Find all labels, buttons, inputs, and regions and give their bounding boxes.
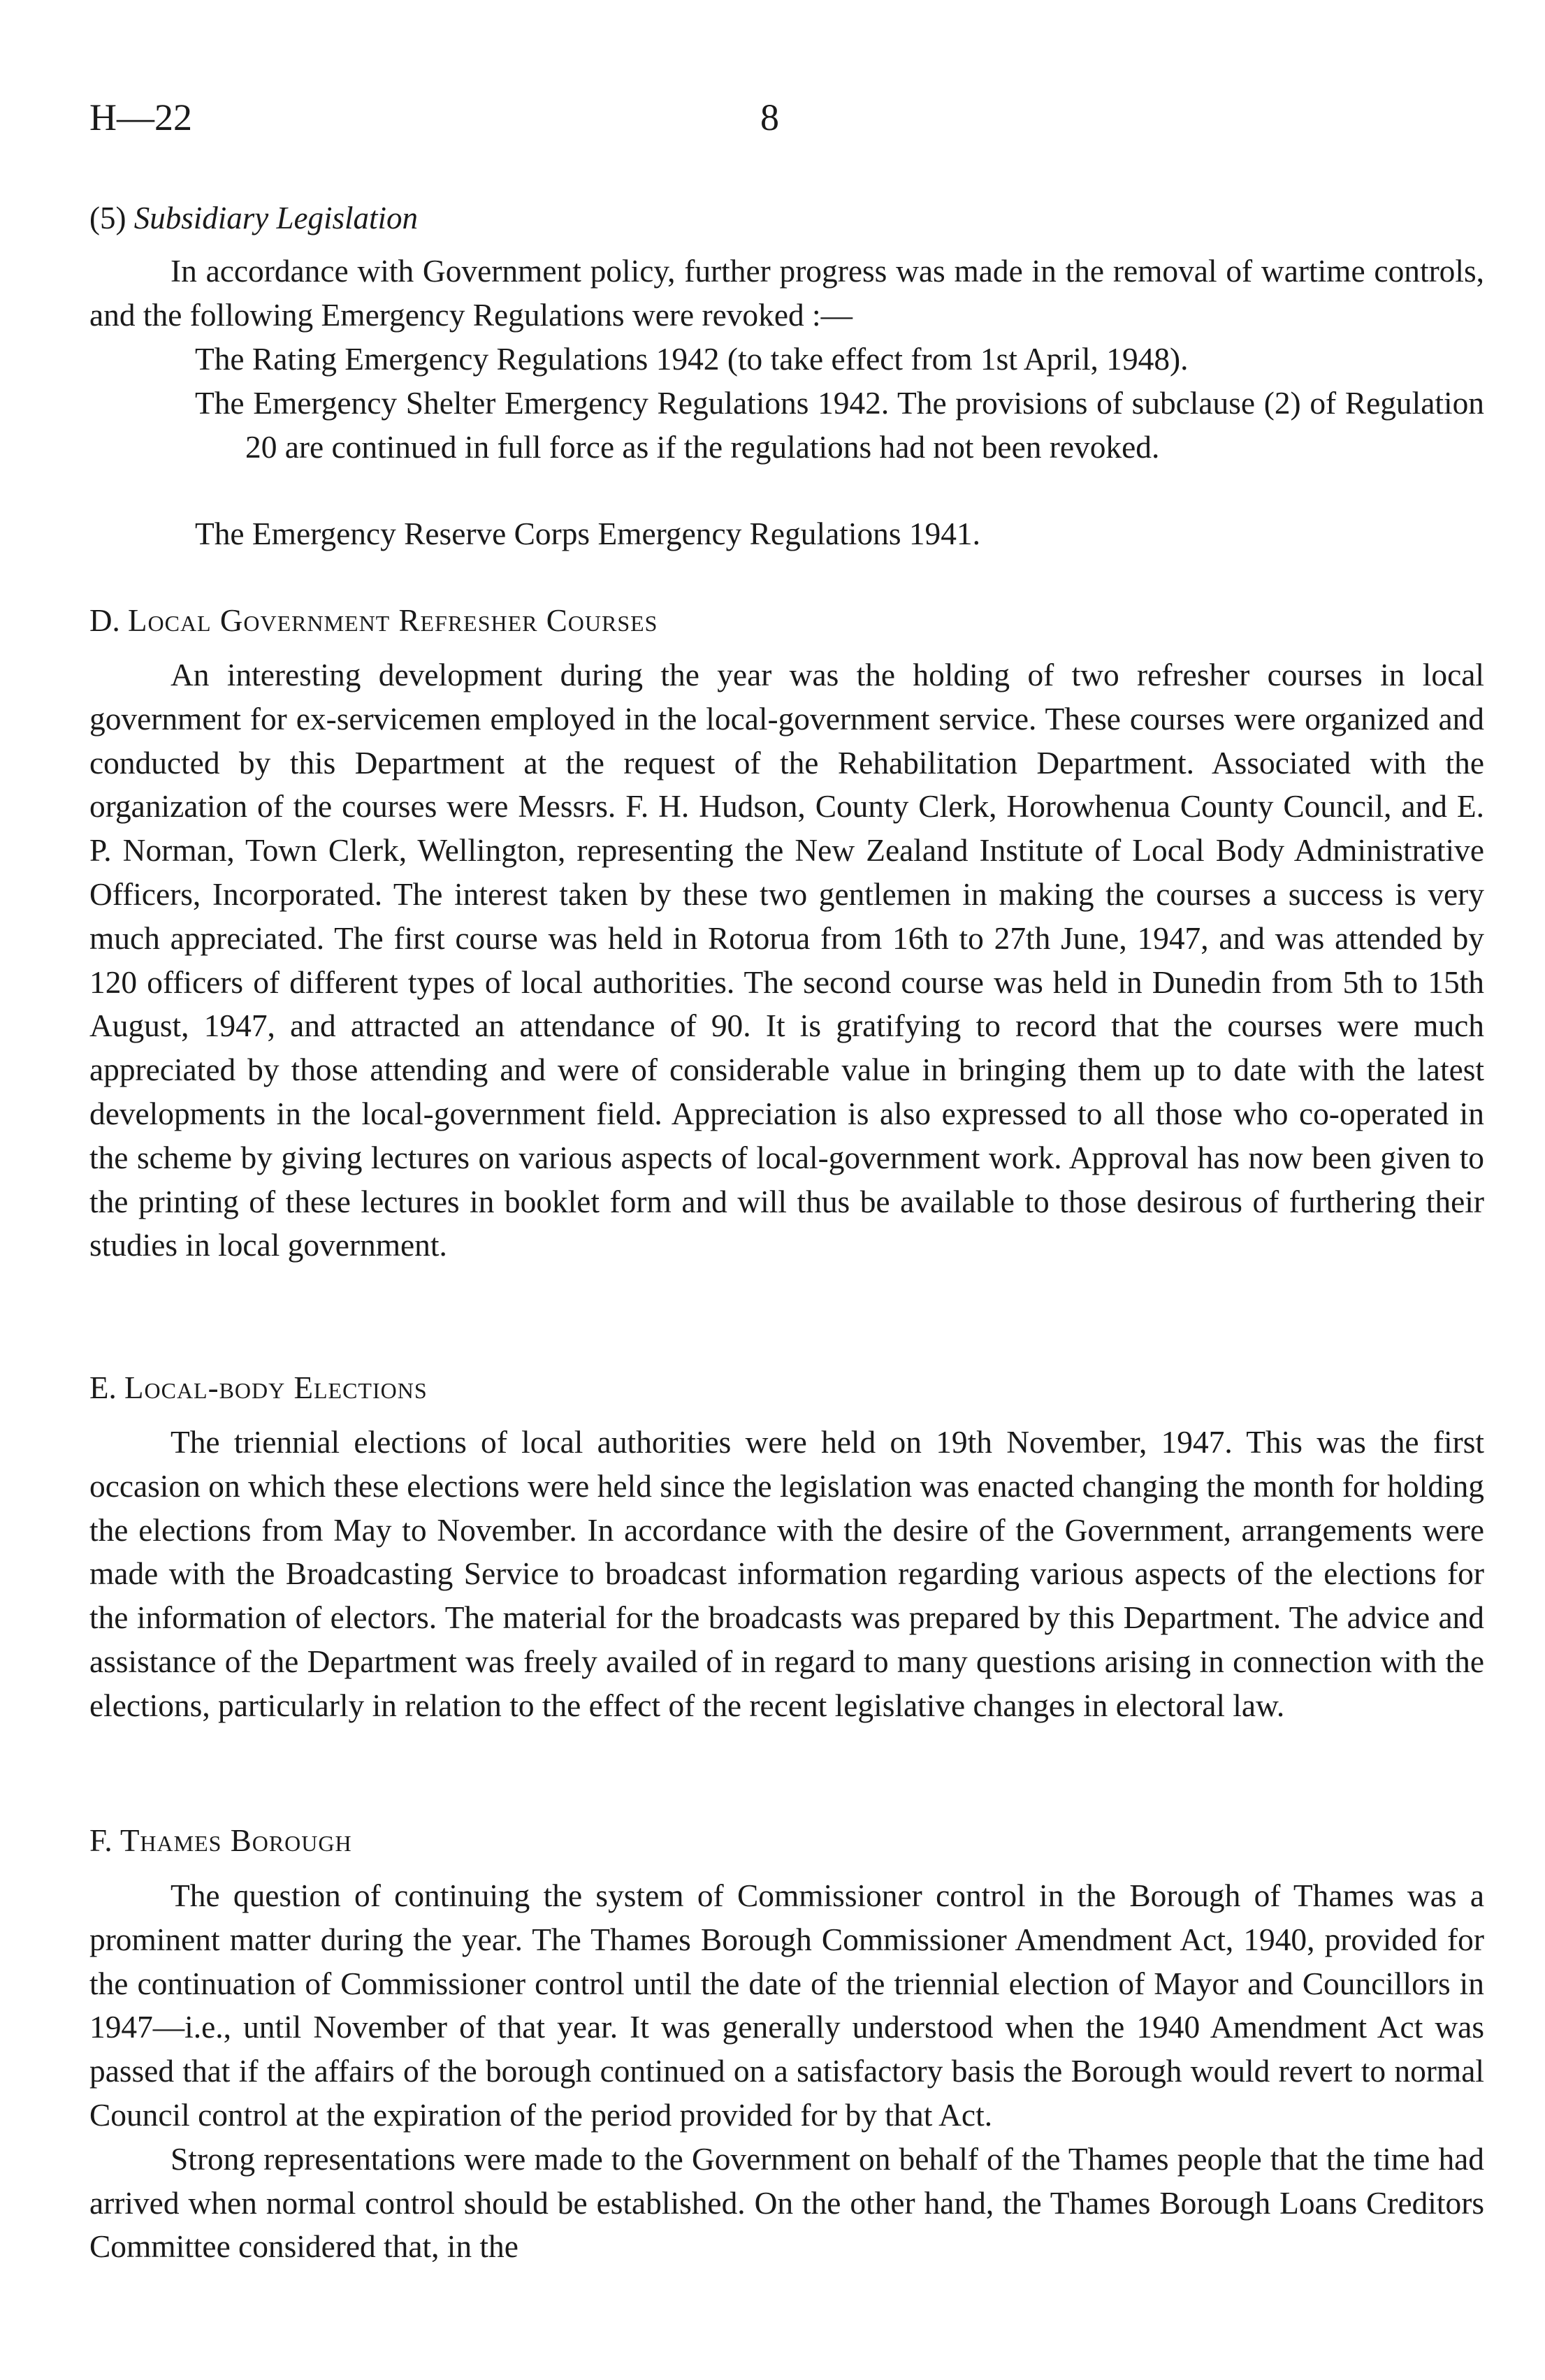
section-e-letter: E. bbox=[89, 1370, 117, 1405]
section-d-body: An interesting development during the year was the holding of two refresher courses in local government for ex-servicemen employed in the local-government service. These courses were organized and conducted by this Department at the request of the Rehabilitation Department. Associated with the organization of the courses were Messrs. F. H. Hudson, County Clerk, Horowhenua County Council, and E. P. Norman, Town Clerk, Wellington, representing the New Zealand Institute of Local Body Administrative Officers, Incorporated. The interest taken by these two gentlemen in making the courses a success is very much appreciated. The first course was held in Rotorua from 16th to 27th June, 1947, and was attended by 120 officers of different types of local authorities. The second course was held in Dunedin from 5th to 15th August, 1947, and attracted an attendance of 90. It is gratifying to record that the courses were much appreciated by those attending and were of considerable value in bringing them up to date with the latest developments in the local-government field. Appreciation is also expressed to all those who co-operated in the scheme by giving lectures on various aspects of local-government work. Approval has now been given to the printing of these lectures in booklet form and will thus be available to those desirous of furthering their studies in local government. bbox=[89, 658, 1484, 1263]
revoked-regulation-item: The Emergency Reserve Corps Emergency Regulations 1941. bbox=[195, 516, 980, 551]
section-d-heading bbox=[89, 600, 1484, 641]
section-e-heading bbox=[89, 1367, 1484, 1409]
section-5-intro: In accordance with Government policy, further progress was made in the removal of wartime controls, and the following Emergency Regulations were revoked :— bbox=[89, 254, 1484, 333]
section-f-letter: F. bbox=[89, 1823, 113, 1858]
section-f-paragraph-1: The question of continuing the system of Commissioner control in the Borough of Thames was a prominent matter during the year. The Thames Borough Commissioner Amendment Act, 1940, provided for the continuation of Commissioner control until the date of the triennial election of Mayor and Councillors in 1947—i.e., until November of that year. It was generally understood when the 1940 Amendment Act was passed that if the affairs of the borough continued on a satisfactory basis the Borough would revert to normal Council control at the expiration of the period provided for by that Act. bbox=[89, 1878, 1484, 2133]
section-d-title: Local Government Refresher Courses bbox=[128, 603, 658, 638]
section-5-title: Subsidiary Legislation bbox=[133, 201, 419, 235]
section-f-heading bbox=[89, 1820, 1484, 1862]
section-f-body bbox=[89, 1874, 1484, 2269]
section-5-heading bbox=[89, 197, 1484, 239]
page-number: 8 bbox=[760, 96, 779, 138]
section-f-title: Thames Borough bbox=[119, 1823, 352, 1858]
revoked-regulation-item: The Emergency Shelter Emergency Regulations 1942. The provisions of subclause (2) of Regulation 20 are continued in full force as if the regulations had not been revoked. bbox=[195, 386, 1484, 465]
section-e-title: Local-body Elections bbox=[124, 1370, 428, 1405]
section-5-number: (5) bbox=[89, 201, 126, 235]
revoked-regulation-item: The Rating Emergency Regulations 1942 (to take effect from 1st April, 1948). bbox=[195, 342, 1189, 377]
page-header-code: H—22 bbox=[89, 96, 192, 138]
section-f-paragraph-2: Strong representations were made to the Government on behalf of the Thames people that the time had arrived when normal control should be established. On the other hand, the Thames Borough Loans Creditors Committee considered that, in the bbox=[89, 2141, 1484, 2265]
section-e-body: The triennial elections of local authorities were held on 19th November, 1947. This was the first occasion on which these elections were held since the legislation was enacted changing the month for holding the elections from May to November. In accordance with the desire of the Government, arrangements were made with the Broadcasting Service to broadcast information regarding various aspects of the elections for the information of electors. The material for the broadcasts was prepared by this Department. The advice and assistance of the Department was freely availed of in regard to many questions arising in connection with the elections, particularly in relation to the effect of the recent legislative changes in electoral law. bbox=[89, 1425, 1484, 1723]
section-d-letter: D. bbox=[89, 603, 120, 638]
